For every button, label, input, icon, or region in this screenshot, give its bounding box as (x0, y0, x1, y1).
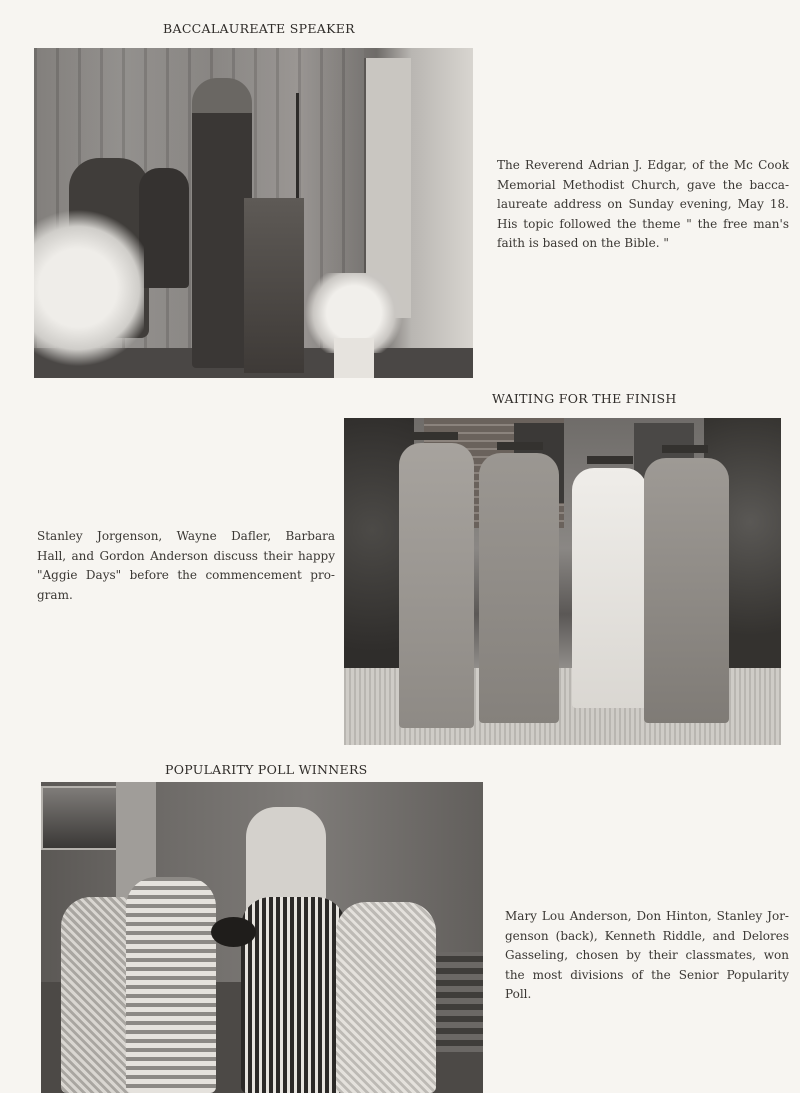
mortarboard-cap (497, 442, 543, 450)
graduate-2 (479, 453, 559, 723)
caption-line: faith is based on the Bible. " (497, 236, 669, 250)
caption-line: Hall, and Gordon Anderson discuss their happy (37, 548, 335, 563)
caption-line: Gasseling, chosen by their classmates, won (505, 948, 789, 962)
mortarboard-cap (412, 432, 458, 440)
caption-line: The Reverend Adrian J. Edgar, of the Mc Cook (497, 158, 789, 172)
student-2 (126, 877, 216, 1093)
caption-baccalaureate-speaker (497, 156, 789, 254)
caption-line: genson (back), Kenneth Riddle, and Delores (505, 928, 789, 943)
mortarboard-cap (587, 456, 633, 464)
caption-line: Mary Lou Anderson, Don Hinton, Stanley Jor- (505, 909, 789, 923)
caption-line: Stanley Jorgenson, Wayne Dafler, Barbara (37, 529, 335, 543)
heading-baccalaureate-speaker: BACCALAUREATE SPEAKER (163, 21, 355, 36)
student-4 (241, 897, 346, 1093)
caption-line: gram. (37, 587, 73, 602)
caption-line: "Aggie Days" before the commencement pro- (37, 568, 335, 582)
mortarboard-cap (662, 445, 708, 453)
graduate-4 (644, 458, 729, 723)
caption-line: Memorial Methodist Church, gave the bacca- (497, 177, 789, 192)
flowers-left (34, 198, 144, 378)
flower-vase (334, 338, 374, 378)
microphone-stand (296, 93, 299, 203)
caption-line: His topic followed the theme " the free man's (497, 216, 789, 231)
heading-waiting-for-the-finish: WAITING FOR THE FINISH (492, 391, 677, 406)
graduate-3 (572, 468, 647, 708)
caption-line: Poll. (505, 987, 532, 1001)
speaker-figure (192, 78, 252, 368)
photo-waiting-for-the-finish (344, 418, 781, 745)
photo-popularity-poll-winners (41, 782, 483, 1093)
caption-line: the most divisions of the Senior Popularity (505, 967, 789, 982)
striped-cushion (436, 952, 483, 1052)
caption-line: laureate address on Sunday evening, May 18. (497, 197, 789, 211)
caption-popularity-poll-winners (505, 907, 789, 1005)
seated-man-2 (139, 168, 189, 288)
podium (244, 198, 304, 373)
graduate-1 (399, 443, 474, 728)
heading-popularity-poll-winners: POPULARITY POLL WINNERS (165, 762, 368, 777)
student-5 (336, 902, 436, 1093)
wall-painting (41, 786, 120, 850)
caption-waiting-for-the-finish (37, 527, 335, 605)
vinyl-record (211, 917, 256, 947)
photo-baccalaureate-speaker (34, 48, 473, 378)
